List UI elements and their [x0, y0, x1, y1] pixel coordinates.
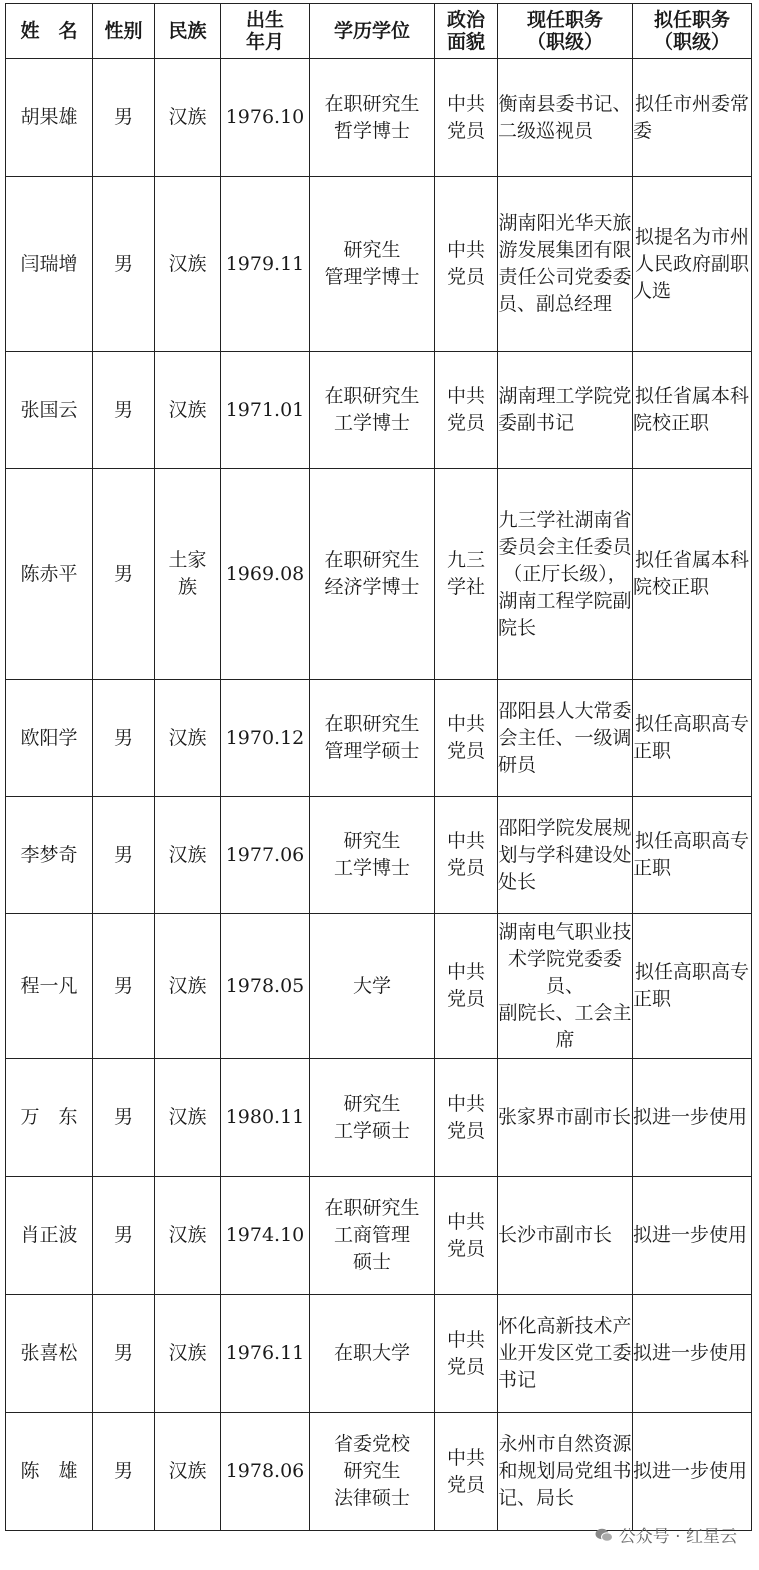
education-cell: 研究生 工学博士	[310, 797, 435, 914]
birth-cell: 1971.01	[221, 352, 310, 469]
education-cell: 在职研究生 经济学博士	[310, 469, 435, 680]
birth-cell: 1976.11	[221, 1295, 310, 1413]
gender-cell: 男	[93, 1177, 155, 1295]
ethnicity-cell: 汉族	[155, 1059, 221, 1177]
name-cell: 肖正波	[6, 1177, 93, 1295]
table-row	[6, 59, 752, 177]
proposed-post-cell: 拟进一步使用	[633, 1295, 752, 1413]
education-cell: 在职研究生 工学博士	[310, 352, 435, 469]
proposed-post-cell: 拟任高职高专正职	[633, 797, 752, 914]
party-cell: 中共 党员	[435, 177, 498, 352]
proposed-post-cell: 拟任高职高专正职	[633, 680, 752, 797]
table-row	[6, 352, 752, 469]
header-current-post: 现任职务 （职级）	[498, 4, 633, 59]
proposed-post-cell: 拟提名为市州人民政府副职人选	[633, 177, 752, 352]
table-row	[6, 177, 752, 352]
gender-cell: 男	[93, 352, 155, 469]
name-cell: 欧阳学	[6, 680, 93, 797]
name-cell: 李梦奇	[6, 797, 93, 914]
ethnicity-cell: 汉族	[155, 1295, 221, 1413]
gender-cell: 男	[93, 797, 155, 914]
name-cell: 闫瑞增	[6, 177, 93, 352]
party-cell: 中共 党员	[435, 1059, 498, 1177]
education-cell: 在职研究生 工商管理 硕士	[310, 1177, 435, 1295]
birth-cell: 1980.11	[221, 1059, 310, 1177]
header-birth: 出生 年月	[221, 4, 310, 59]
table-row	[6, 914, 752, 1059]
proposed-post-cell: 拟进一步使用	[633, 1413, 752, 1531]
name-cell: 胡果雄	[6, 59, 93, 177]
header-row	[6, 4, 752, 59]
current-post-cell: 长沙市副市长	[498, 1177, 633, 1295]
current-post-cell: 湖南理工学院党委副书记	[498, 352, 633, 469]
proposed-post-cell: 拟任省属本科院校正职	[633, 469, 752, 680]
education-cell: 省委党校 研究生 法律硕士	[310, 1413, 435, 1531]
birth-cell: 1969.08	[221, 469, 310, 680]
gender-cell: 男	[93, 59, 155, 177]
header-name: 姓 名	[6, 4, 93, 59]
name-cell: 陈赤平	[6, 469, 93, 680]
education-cell: 在职大学	[310, 1295, 435, 1413]
birth-cell: 1977.06	[221, 797, 310, 914]
table-row	[6, 680, 752, 797]
current-post-cell: 邵阳县人大常委会主任、一级调研员	[498, 680, 633, 797]
current-post-cell: 怀化高新技术产业开发区党工委书记	[498, 1295, 633, 1413]
party-cell: 中共 党员	[435, 797, 498, 914]
table-row	[6, 469, 752, 680]
party-cell: 中共 党员	[435, 680, 498, 797]
current-post-cell: 衡南县委书记、二级巡视员	[498, 59, 633, 177]
header-party: 政治 面貌	[435, 4, 498, 59]
wechat-icon	[595, 1528, 613, 1542]
table-row	[6, 1177, 752, 1295]
table-row	[6, 1413, 752, 1531]
current-post-cell: 永州市自然资源和规划局党组书记、局长	[498, 1413, 633, 1531]
ethnicity-cell: 汉族	[155, 59, 221, 177]
education-cell: 在职研究生 哲学博士	[310, 59, 435, 177]
name-cell: 陈 雄	[6, 1413, 93, 1531]
gender-cell: 男	[93, 1413, 155, 1531]
table-row	[6, 1059, 752, 1177]
party-cell: 中共 党员	[435, 1413, 498, 1531]
proposed-post-cell: 拟任高职高专正职	[633, 914, 752, 1059]
header-education: 学历学位	[310, 4, 435, 59]
table-row	[6, 1295, 752, 1413]
party-cell: 中共 党员	[435, 914, 498, 1059]
party-cell: 中共 党员	[435, 1177, 498, 1295]
current-post-cell: 湖南电气职业技术学院党委委员、 副院长、工会主席	[498, 914, 633, 1059]
current-post-cell: 邵阳学院发展规划与学科建设处处长	[498, 797, 633, 914]
name-cell: 张喜松	[6, 1295, 93, 1413]
gender-cell: 男	[93, 1295, 155, 1413]
appointment-table	[5, 3, 752, 1531]
education-cell: 在职研究生 管理学硕士	[310, 680, 435, 797]
footer-text: 公众号 · 红星云	[618, 1527, 737, 1547]
current-post-cell: 湖南阳光华天旅游发展集团有限责任公司党委委员、副总经理	[498, 177, 633, 352]
party-cell: 中共 党员	[435, 1295, 498, 1413]
party-cell: 中共 党员	[435, 352, 498, 469]
ethnicity-cell: 汉族	[155, 177, 221, 352]
gender-cell: 男	[93, 469, 155, 680]
ethnicity-cell: 汉族	[155, 797, 221, 914]
name-cell: 张国云	[6, 352, 93, 469]
party-cell: 九三 学社	[435, 469, 498, 680]
proposed-post-cell: 拟任市州委常委	[633, 59, 752, 177]
current-post-cell: 九三学社湖南省委员会主任委员（正厅长级），湖南工程学院副院长	[498, 469, 633, 680]
header-gender: 性别	[93, 4, 155, 59]
ethnicity-cell: 汉族	[155, 914, 221, 1059]
party-cell: 中共 党员	[435, 59, 498, 177]
table-row	[6, 797, 752, 914]
current-post-cell: 张家界市副市长	[498, 1059, 633, 1177]
education-cell: 研究生 工学硕士	[310, 1059, 435, 1177]
name-cell: 程一凡	[6, 914, 93, 1059]
birth-cell: 1974.10	[221, 1177, 310, 1295]
gender-cell: 男	[93, 680, 155, 797]
header-proposed-post: 拟任职务 （职级）	[633, 4, 752, 59]
header-ethnicity: 民族	[155, 4, 221, 59]
birth-cell: 1979.11	[221, 177, 310, 352]
birth-cell: 1978.06	[221, 1413, 310, 1531]
gender-cell: 男	[93, 914, 155, 1059]
birth-cell: 1970.12	[221, 680, 310, 797]
ethnicity-cell: 汉族	[155, 1177, 221, 1295]
ethnicity-cell: 土家 族	[155, 469, 221, 680]
gender-cell: 男	[93, 177, 155, 352]
name-cell: 万 东	[6, 1059, 93, 1177]
footer-watermark	[595, 1522, 737, 1547]
birth-cell: 1978.05	[221, 914, 310, 1059]
education-cell: 大学	[310, 914, 435, 1059]
ethnicity-cell: 汉族	[155, 680, 221, 797]
birth-cell: 1976.10	[221, 59, 310, 177]
ethnicity-cell: 汉族	[155, 1413, 221, 1531]
gender-cell: 男	[93, 1059, 155, 1177]
proposed-post-cell: 拟进一步使用	[633, 1059, 752, 1177]
ethnicity-cell: 汉族	[155, 352, 221, 469]
education-cell: 研究生 管理学博士	[310, 177, 435, 352]
proposed-post-cell: 拟进一步使用	[633, 1177, 752, 1295]
proposed-post-cell: 拟任省属本科院校正职	[633, 352, 752, 469]
